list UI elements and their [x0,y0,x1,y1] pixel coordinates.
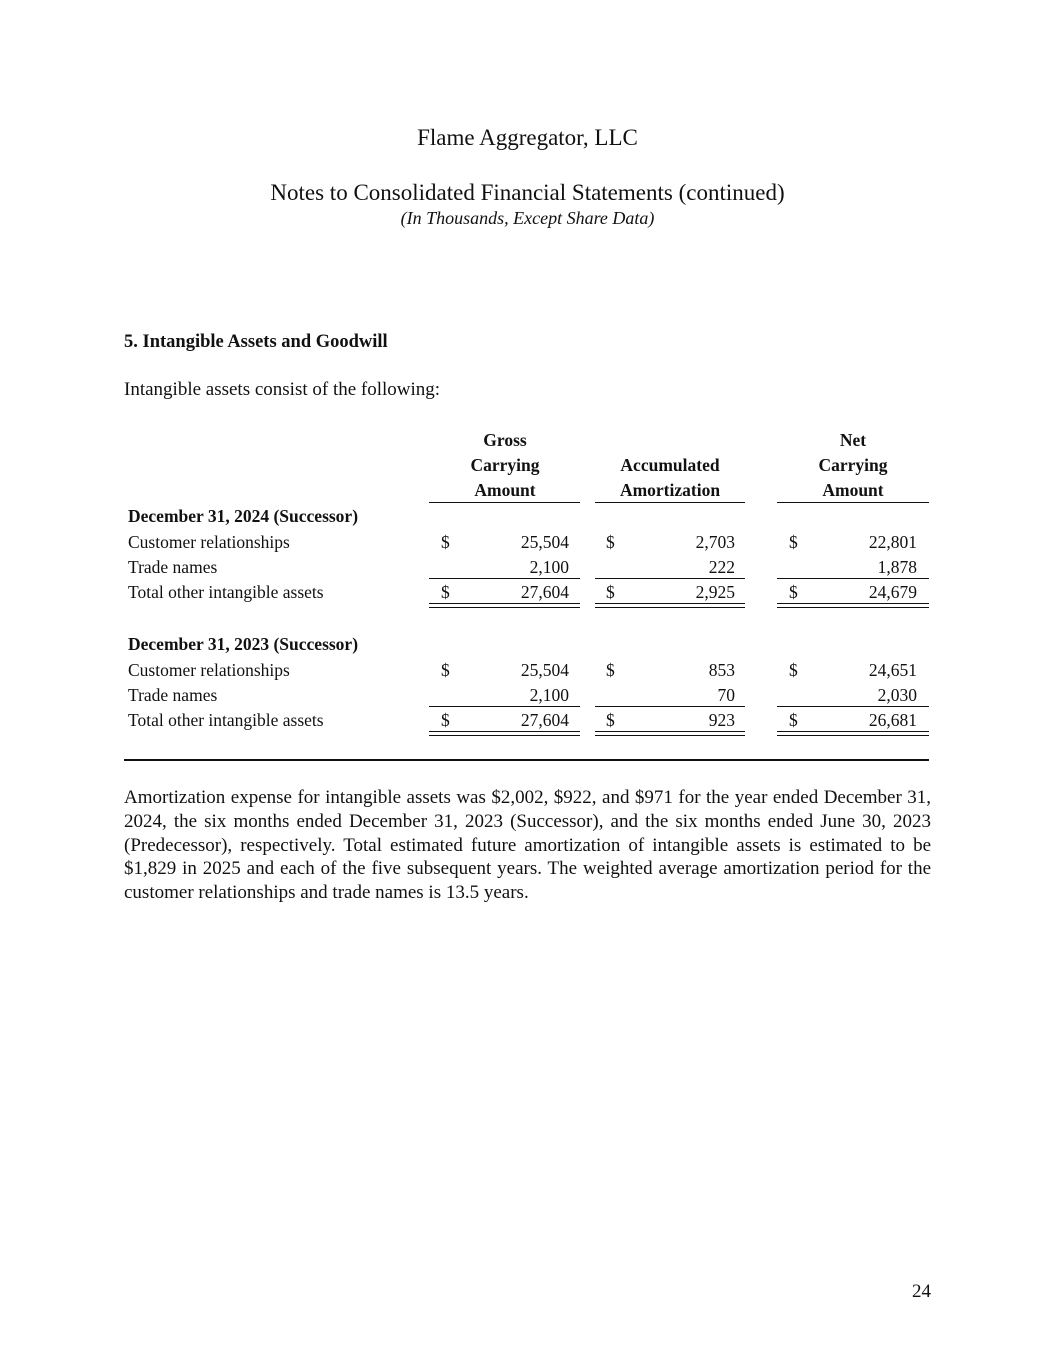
total-gross: 27,604 [520,710,569,730]
total-label: Total other intangible assets [128,710,324,730]
group-heading: December 31, 2024 (Successor) [128,506,359,526]
subtotal-rule-accumulated [595,706,745,707]
currency-symbol: $ [606,582,615,602]
total-net: 26,681 [868,710,917,730]
row-label: Trade names [128,685,218,705]
total-accumulated: 2,925 [695,582,735,602]
total-net: 24,679 [868,582,917,602]
cell-accumulated: 70 [717,685,735,705]
currency-symbol: $ [789,660,798,680]
currency-symbol: $ [441,532,450,552]
row-label: Customer relationships [128,660,290,680]
section-intro: Intangible assets consist of the following: [124,379,441,400]
cell-gross: 2,100 [529,557,569,577]
currency-symbol: $ [606,710,615,730]
cell-gross: 25,504 [520,660,569,680]
column-header-net: Carrying [818,455,888,475]
cell-net: 1,878 [877,557,917,577]
table-bottom-rule [124,759,929,761]
row-label: Customer relationships [128,532,290,552]
currency-symbol: $ [789,710,798,730]
page-number: 24 [912,1281,931,1302]
total-accumulated: 923 [708,710,735,730]
currency-symbol: $ [441,582,450,602]
subtotal-rule-gross [429,578,580,579]
column-header-accumulated: Accumulated [620,455,720,475]
currency-symbol: $ [606,532,615,552]
amortization-paragraph: Amortization expense for intangible assets was $2,002, $922, and $971 for the year ended December 31, 2024, the six months ended December 31, 2023 (Successor), and the six months ended June 30, 2023 (Predecessor), respectively. Total estimated future amortization of intangible assets is estimated to be $1,829 in 2025 and each of the five subsequent years. The weighted average amortization period for the customer relationships and trade names is 13.5 years. [124,787,931,904]
column-header-accumulated: Amortization [619,480,721,500]
notes-title: Notes to Consolidated Financial Statements (continued) [270,180,785,205]
cell-net: 24,651 [868,660,917,680]
cell-gross: 25,504 [520,532,569,552]
total-gross: 27,604 [520,582,569,602]
subtotal-rule-gross [429,706,580,707]
total-label: Total other intangible assets [128,582,324,602]
cell-gross: 2,100 [529,685,569,705]
subtotal-rule-accumulated [595,578,745,579]
currency-symbol: $ [789,532,798,552]
cell-accumulated: 2,703 [695,532,735,552]
company-name: Flame Aggregator, LLC [417,125,638,150]
currency-symbol: $ [789,582,798,602]
row-label: Trade names [128,557,218,577]
cell-net: 2,030 [877,685,917,705]
column-header-net: Amount [822,480,884,500]
cell-accumulated: 853 [708,660,735,680]
header-underline-accumulated [595,502,745,503]
column-header-gross: Amount [474,480,536,500]
subtotal-rule-net [777,578,929,579]
cell-accumulated: 222 [708,557,735,577]
header-underline-net [777,502,929,503]
section-title: 5. Intangible Assets and Goodwill [124,332,388,352]
header-underline-gross [429,502,580,503]
currency-symbol: $ [441,660,450,680]
column-header-gross: Gross [483,430,527,450]
currency-symbol: $ [606,660,615,680]
units-subtitle: (In Thousands, Except Share Data) [400,208,655,228]
currency-symbol: $ [441,710,450,730]
column-header-net: Net [839,430,867,450]
subtotal-rule-net [777,706,929,707]
cell-net: 22,801 [868,532,917,552]
total-double-underline-net [777,603,929,608]
group-heading: December 31, 2023 (Successor) [128,634,359,654]
column-header-gross: Carrying [470,455,540,475]
total-double-underline-net [777,731,929,736]
